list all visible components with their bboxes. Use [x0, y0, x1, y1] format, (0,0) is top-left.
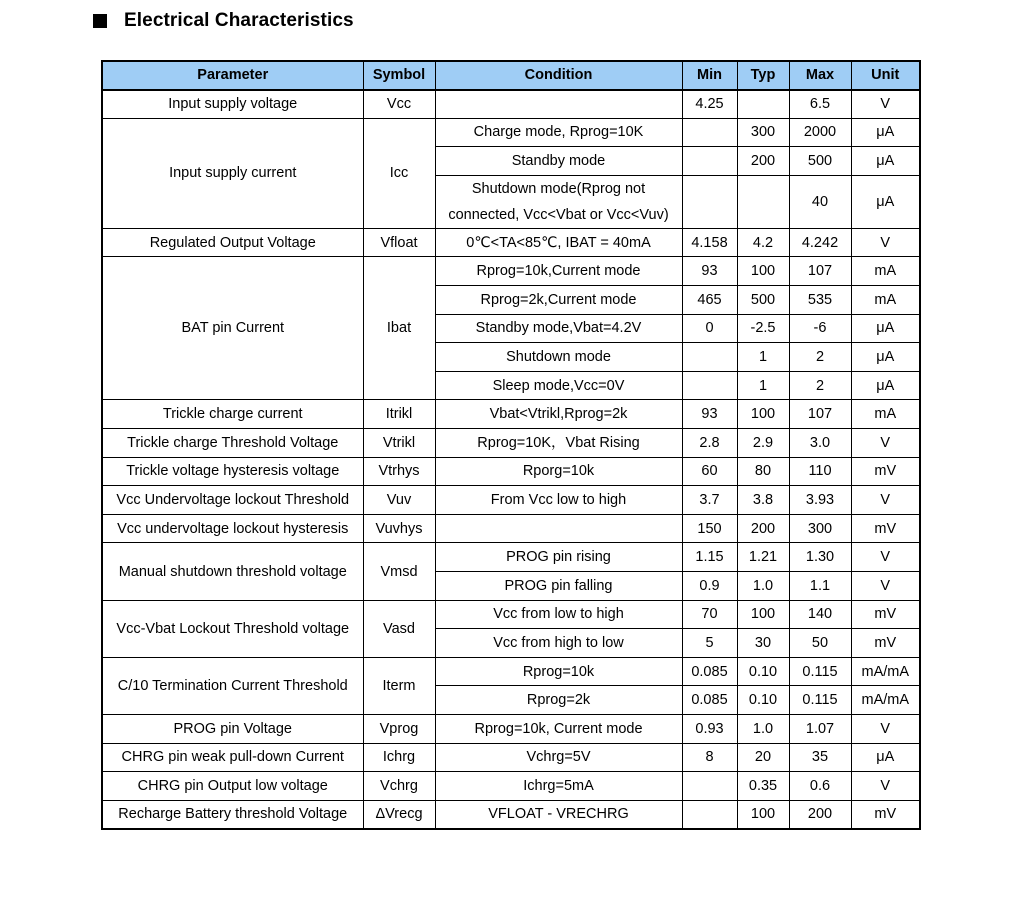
- condition-cell: Rprog=10k,Current mode: [435, 257, 682, 286]
- max-cell: 107: [789, 400, 851, 429]
- min-cell: 0.085: [682, 657, 737, 686]
- unit-cell: mA: [851, 400, 920, 429]
- min-cell: [682, 343, 737, 372]
- min-cell: [682, 772, 737, 801]
- max-cell: 3.0: [789, 429, 851, 458]
- parameter-cell: Manual shutdown threshold voltage: [102, 543, 363, 600]
- max-cell: 300: [789, 514, 851, 543]
- max-cell: 50: [789, 629, 851, 658]
- min-cell: [682, 175, 737, 228]
- table-header-row: [102, 61, 920, 90]
- max-cell: 110: [789, 457, 851, 486]
- table-row: [102, 457, 920, 486]
- typ-cell: 1: [737, 343, 789, 372]
- condition-cell: PROG pin falling: [435, 572, 682, 601]
- parameter-cell: Input supply voltage: [102, 90, 363, 119]
- unit-cell: μA: [851, 371, 920, 400]
- unit-cell: mV: [851, 514, 920, 543]
- condition-cell: Rporg=10k: [435, 457, 682, 486]
- typ-cell: [737, 90, 789, 119]
- parameter-cell: CHRG pin Output low voltage: [102, 772, 363, 801]
- min-cell: 60: [682, 457, 737, 486]
- typ-cell: 1.0: [737, 572, 789, 601]
- unit-cell: μA: [851, 118, 920, 147]
- max-cell: 2000: [789, 118, 851, 147]
- parameter-cell: Trickle charge current: [102, 400, 363, 429]
- symbol-cell: Vuv: [363, 486, 435, 515]
- min-cell: 465: [682, 286, 737, 315]
- header-condition: Condition: [435, 61, 682, 90]
- condition-cell: Shutdown mode: [435, 343, 682, 372]
- symbol-cell: Vchrg: [363, 772, 435, 801]
- condition-cell: Vchrg=5V: [435, 743, 682, 772]
- typ-cell: 500: [737, 286, 789, 315]
- condition-cell: Sleep mode,Vcc=0V: [435, 371, 682, 400]
- parameter-cell: Trickle voltage hysteresis voltage: [102, 457, 363, 486]
- min-cell: 70: [682, 600, 737, 629]
- table-row: [102, 657, 920, 686]
- typ-cell: 4.2: [737, 228, 789, 257]
- square-bullet-icon: [93, 14, 107, 28]
- unit-cell: V: [851, 572, 920, 601]
- electrical-characteristics-table: [101, 60, 921, 830]
- condition-cell: Rprog=2k,Current mode: [435, 286, 682, 315]
- section-title: Electrical Characteristics: [124, 10, 354, 31]
- typ-cell: 0.35: [737, 772, 789, 801]
- condition-cell: Vcc from low to high: [435, 600, 682, 629]
- min-cell: 5: [682, 629, 737, 658]
- parameter-cell: C/10 Termination Current Threshold: [102, 657, 363, 714]
- typ-cell: 100: [737, 800, 789, 829]
- typ-cell: 100: [737, 400, 789, 429]
- table-row: [102, 400, 920, 429]
- typ-cell: 100: [737, 600, 789, 629]
- unit-cell: V: [851, 486, 920, 515]
- unit-cell: V: [851, 772, 920, 801]
- condition-cell: Rprog=10k: [435, 657, 682, 686]
- max-cell: 2: [789, 371, 851, 400]
- parameter-cell: Regulated Output Voltage: [102, 228, 363, 257]
- unit-cell: mA/mA: [851, 657, 920, 686]
- max-cell: 535: [789, 286, 851, 315]
- symbol-cell: Vmsd: [363, 543, 435, 600]
- min-cell: 0.93: [682, 714, 737, 743]
- min-cell: 4.25: [682, 90, 737, 119]
- typ-cell: 1.0: [737, 714, 789, 743]
- table-row: [102, 600, 920, 629]
- condition-cell: [435, 514, 682, 543]
- unit-cell: V: [851, 714, 920, 743]
- unit-cell: μA: [851, 743, 920, 772]
- typ-cell: 100: [737, 257, 789, 286]
- parameter-cell: Input supply current: [102, 118, 363, 228]
- parameter-cell: Vcc undervoltage lockout hysteresis: [102, 514, 363, 543]
- unit-cell: V: [851, 429, 920, 458]
- max-cell: 1.30: [789, 543, 851, 572]
- table-row: [102, 118, 920, 147]
- condition-cell: Shutdown mode(Rprog not connected, Vcc<Vbat or Vcc<Vuv): [435, 175, 682, 228]
- typ-cell: 2.9: [737, 429, 789, 458]
- condition-cell: Standby mode: [435, 147, 682, 176]
- header-typ: Typ: [737, 61, 789, 90]
- min-cell: 1.15: [682, 543, 737, 572]
- symbol-cell: ΔVrecg: [363, 800, 435, 829]
- unit-cell: mV: [851, 600, 920, 629]
- typ-cell: 300: [737, 118, 789, 147]
- max-cell: 1.1: [789, 572, 851, 601]
- max-cell: 140: [789, 600, 851, 629]
- min-cell: 3.7: [682, 486, 737, 515]
- condition-cell: Ichrg=5mA: [435, 772, 682, 801]
- max-cell: 200: [789, 800, 851, 829]
- max-cell: 35: [789, 743, 851, 772]
- table-body: [102, 90, 920, 829]
- unit-cell: mA/mA: [851, 686, 920, 715]
- unit-cell: V: [851, 228, 920, 257]
- table-row: [102, 486, 920, 515]
- table-row: [102, 257, 920, 286]
- typ-cell: -2.5: [737, 314, 789, 343]
- min-cell: 93: [682, 400, 737, 429]
- symbol-cell: Ichrg: [363, 743, 435, 772]
- min-cell: [682, 371, 737, 400]
- unit-cell: mV: [851, 457, 920, 486]
- symbol-cell: Vuvhys: [363, 514, 435, 543]
- table-row: [102, 714, 920, 743]
- max-cell: 6.5: [789, 90, 851, 119]
- header-min: Min: [682, 61, 737, 90]
- parameter-cell: Vcc-Vbat Lockout Threshold voltage: [102, 600, 363, 657]
- section-heading: [93, 8, 354, 34]
- symbol-cell: Vcc: [363, 90, 435, 119]
- max-cell: 0.115: [789, 686, 851, 715]
- condition-cell: [435, 90, 682, 119]
- min-cell: 0.085: [682, 686, 737, 715]
- min-cell: [682, 118, 737, 147]
- min-cell: [682, 800, 737, 829]
- typ-cell: 1: [737, 371, 789, 400]
- parameter-cell: BAT pin Current: [102, 257, 363, 400]
- symbol-cell: Iterm: [363, 657, 435, 714]
- condition-cell: Charge mode, Rprog=10K: [435, 118, 682, 147]
- max-cell: -6: [789, 314, 851, 343]
- parameter-cell: Vcc Undervoltage lockout Threshold: [102, 486, 363, 515]
- symbol-cell: Icc: [363, 118, 435, 228]
- typ-cell: 1.21: [737, 543, 789, 572]
- condition-cell: From Vcc low to high: [435, 486, 682, 515]
- typ-cell: 0.10: [737, 686, 789, 715]
- header-unit: Unit: [851, 61, 920, 90]
- condition-cell: Standby mode,Vbat=4.2V: [435, 314, 682, 343]
- unit-cell: V: [851, 543, 920, 572]
- typ-cell: 20: [737, 743, 789, 772]
- typ-cell: 30: [737, 629, 789, 658]
- max-cell: 4.242: [789, 228, 851, 257]
- symbol-cell: Itrikl: [363, 400, 435, 429]
- condition-cell: 0℃<TA<85℃, IBAT = 40mA: [435, 228, 682, 257]
- symbol-cell: Ibat: [363, 257, 435, 400]
- header-symbol: Symbol: [363, 61, 435, 90]
- min-cell: 2.8: [682, 429, 737, 458]
- condition-cell: VFLOAT - VRECHRG: [435, 800, 682, 829]
- max-cell: 2: [789, 343, 851, 372]
- table-row: [102, 772, 920, 801]
- symbol-cell: Vasd: [363, 600, 435, 657]
- unit-cell: μA: [851, 175, 920, 228]
- unit-cell: mA: [851, 257, 920, 286]
- typ-cell: [737, 175, 789, 228]
- max-cell: 40: [789, 175, 851, 228]
- unit-cell: mV: [851, 800, 920, 829]
- parameter-cell: Trickle charge Threshold Voltage: [102, 429, 363, 458]
- header-parameter: Parameter: [102, 61, 363, 90]
- parameter-cell: Recharge Battery threshold Voltage: [102, 800, 363, 829]
- unit-cell: V: [851, 90, 920, 119]
- min-cell: 0: [682, 314, 737, 343]
- symbol-cell: Vtrhys: [363, 457, 435, 486]
- table-row: [102, 429, 920, 458]
- symbol-cell: Vfloat: [363, 228, 435, 257]
- min-cell: 4.158: [682, 228, 737, 257]
- max-cell: 0.6: [789, 772, 851, 801]
- unit-cell: mV: [851, 629, 920, 658]
- table-row: [102, 228, 920, 257]
- table-row: [102, 514, 920, 543]
- typ-cell: 200: [737, 514, 789, 543]
- typ-cell: 3.8: [737, 486, 789, 515]
- unit-cell: mA: [851, 286, 920, 315]
- min-cell: [682, 147, 737, 176]
- parameter-cell: PROG pin Voltage: [102, 714, 363, 743]
- min-cell: 8: [682, 743, 737, 772]
- unit-cell: μA: [851, 343, 920, 372]
- typ-cell: 80: [737, 457, 789, 486]
- condition-cell: PROG pin rising: [435, 543, 682, 572]
- min-cell: 93: [682, 257, 737, 286]
- condition-cell: Rprog=2k: [435, 686, 682, 715]
- max-cell: 3.93: [789, 486, 851, 515]
- unit-cell: μA: [851, 314, 920, 343]
- table-row: [102, 800, 920, 829]
- parameter-cell: CHRG pin weak pull-down Current: [102, 743, 363, 772]
- unit-cell: μA: [851, 147, 920, 176]
- symbol-cell: Vtrikl: [363, 429, 435, 458]
- max-cell: 1.07: [789, 714, 851, 743]
- typ-cell: 200: [737, 147, 789, 176]
- condition-cell: Vbat<Vtrikl,Rprog=2k: [435, 400, 682, 429]
- typ-cell: 0.10: [737, 657, 789, 686]
- table-row: [102, 90, 920, 119]
- table-row: [102, 543, 920, 572]
- min-cell: 150: [682, 514, 737, 543]
- condition-cell: Rprog=10k, Current mode: [435, 714, 682, 743]
- max-cell: 0.115: [789, 657, 851, 686]
- table-row: [102, 743, 920, 772]
- condition-cell: Rprog=10K，Vbat Rising: [435, 429, 682, 458]
- header-max: Max: [789, 61, 851, 90]
- max-cell: 500: [789, 147, 851, 176]
- min-cell: 0.9: [682, 572, 737, 601]
- symbol-cell: Vprog: [363, 714, 435, 743]
- condition-cell: Vcc from high to low: [435, 629, 682, 658]
- max-cell: 107: [789, 257, 851, 286]
